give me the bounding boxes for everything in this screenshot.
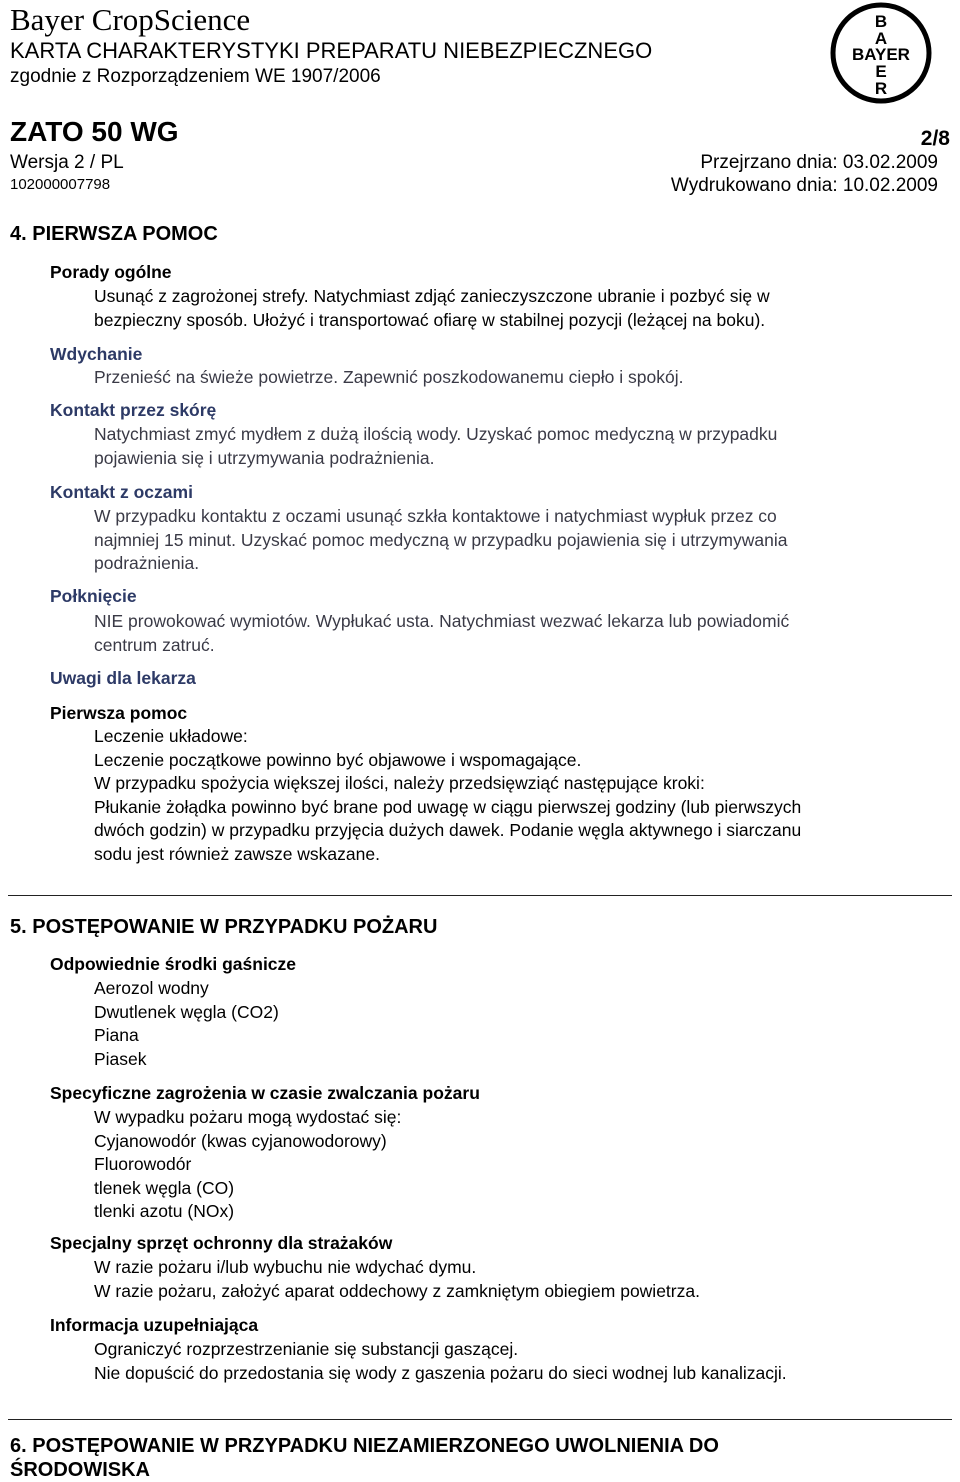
inhalation-text: [94, 366, 683, 390]
section-divider: [8, 895, 952, 896]
version-label: Wersja 2 / PL: [10, 152, 124, 173]
document-title: KARTA CHARAKTERYSTYKI PREPARATU NIEBEZPIECZNEGO: [10, 38, 653, 63]
document-code: 102000007798: [10, 176, 111, 193]
text-line: Leczenie początkowe powinno być objawowe i wspomagające.: [94, 749, 582, 770]
section-6-title: 6. POSTĘPOWANIE W PRZYPADKU NIEZAMIERZONEGO UWOLNIENIA DO: [10, 1435, 719, 1457]
text-line: Nie dopuścić do przedostania się wody z gaszenia pożaru do sieci wodnej lub kanalizacji.: [94, 1362, 787, 1383]
list-item: tlenek węgla (CO): [94, 1177, 235, 1198]
eye-contact-text: [94, 505, 788, 576]
text-line: Przenieść na świeże powietrze. Zapewnić poszkodowanemu ciepło i spokój.: [94, 367, 684, 387]
text-line: W przypadku spożycia większej ilości, należy przedsięwziąć następujące kroki:: [94, 773, 705, 793]
list-item: Dwutlenek węgla (CO2): [94, 1001, 279, 1022]
logo-letter-e: E: [875, 62, 887, 81]
text-line: Ograniczyć rozprzestrzenianie się substancji gaszącej.: [94, 1339, 519, 1359]
list-item: Aerozol wodny: [94, 978, 209, 998]
revised-date: Przejrzano dnia: 03.02.2009: [700, 152, 938, 173]
text-line: centrum zatruć.: [94, 634, 215, 655]
text-line: Płukanie żołądka powinno być brane pod uwagę w ciągu pierwszej godziny (lub pierwszych: [94, 796, 802, 817]
first-aid-heading: Pierwsza pomoc: [50, 703, 188, 723]
text-line: W razie pożaru, założyć aparat oddechowy z zamkniętym obiegiem powietrza.: [94, 1280, 700, 1301]
text-line: NIE prowokować wymiotów. Wypłukać usta. Natychmiast wezwać lekarza lub powiadomić: [94, 611, 790, 631]
general-advice-text: [94, 285, 770, 332]
fire-hazards-list: [94, 1106, 401, 1224]
additional-info-heading: Informacja uzupełniająca: [50, 1315, 259, 1335]
extinguishing-media-list: [94, 977, 279, 1071]
text-line: W przypadku kontaktu z oczami usunąć szkła kontaktowe i natychmiast wypłuk przez co: [94, 506, 777, 526]
section-5-title: 5. POSTĘPOWANIE W PRZYPADKU POŻARU: [10, 916, 438, 938]
text-line: W razie pożaru i/lub wybuchu nie wdychać dymu.: [94, 1257, 477, 1277]
bayer-logo: [828, 0, 934, 106]
logo-letter-b: B: [874, 12, 888, 31]
text-line: dwóch godzin) w przypadku przyjęcia dużych dawek. Podanie węgla aktywnego i siarczanu: [94, 820, 802, 840]
list-item: Piana: [94, 1025, 139, 1045]
text-line: podrażnienia.: [94, 553, 200, 573]
inhalation-heading: Wdychanie: [50, 344, 143, 364]
text-line: Natychmiast zmyć mydłem z dużą ilością wody. Uzyskać pomoc medyczną w przypadku: [94, 424, 778, 444]
text-line: Leczenie układowe:: [94, 726, 248, 746]
firefighter-equipment-text: [94, 1256, 700, 1303]
logo-word: BAYER: [852, 45, 910, 64]
ingestion-heading: Połknięcie: [50, 586, 137, 606]
general-advice-heading: Porady ogólne: [50, 262, 172, 282]
list-item: tlenki azotu (NOx): [94, 1201, 235, 1221]
text-line: pojawienia się i utrzymywania podrażnienia.: [94, 447, 435, 468]
text-line: sodu jest również zawsze wskazane.: [94, 843, 380, 864]
company-name: Bayer CropScience: [10, 2, 251, 37]
list-item: Cyjanowodór (kwas cyjanowodorowy): [94, 1130, 387, 1151]
regulation-note: zgodnie z Rozporządzeniem WE 1907/2006: [10, 66, 381, 87]
fire-hazards-heading: Specyficzne zagrożenia w czasie zwalczania pożaru: [50, 1083, 480, 1103]
list-item: Piasek: [94, 1048, 147, 1069]
section-divider: [8, 1419, 952, 1420]
product-name: ZATO 50 WG: [10, 116, 179, 147]
list-item: W wypadku pożaru mogą wydostać się:: [94, 1107, 402, 1127]
page-number: 2/8: [920, 127, 950, 150]
text-line: Usunąć z zagrożonej strefy. Natychmiast zdjąć zanieczyszczone ubranie i pozbyć się w: [94, 286, 770, 306]
skin-contact-heading: Kontakt przez skórę: [50, 400, 217, 420]
section-6-title-continued: ŚRODOWISKA: [10, 1459, 150, 1481]
eye-contact-heading: Kontakt z oczami: [50, 482, 193, 502]
list-item: Fluorowodór: [94, 1154, 192, 1174]
printed-date: Wydrukowano dnia: 10.02.2009: [670, 175, 938, 196]
extinguishing-media-heading: Odpowiednie środki gaśnicze: [50, 954, 297, 974]
ingestion-text: [94, 610, 789, 657]
doctor-notes-heading: Uwagi dla lekarza: [50, 668, 196, 688]
text-line: najmniej 15 minut. Uzyskać pomoc medyczną w przypadku pojawienia się i utrzymywania: [94, 529, 788, 550]
firefighter-equipment-heading: Specjalny sprzęt ochronny dla strażaków: [50, 1233, 393, 1253]
skin-contact-text: [94, 423, 777, 470]
logo-letter-a: A: [874, 29, 888, 48]
text-line: bezpieczny sposób. Ułożyć i transportować ofiarę w stabilnej pozycji (leżącej na boku).: [94, 309, 766, 330]
section-4-title: 4. PIERWSZA POMOC: [10, 223, 218, 245]
first-aid-text: [94, 725, 801, 866]
logo-letter-r: R: [874, 79, 888, 98]
additional-info-text: [94, 1338, 787, 1385]
